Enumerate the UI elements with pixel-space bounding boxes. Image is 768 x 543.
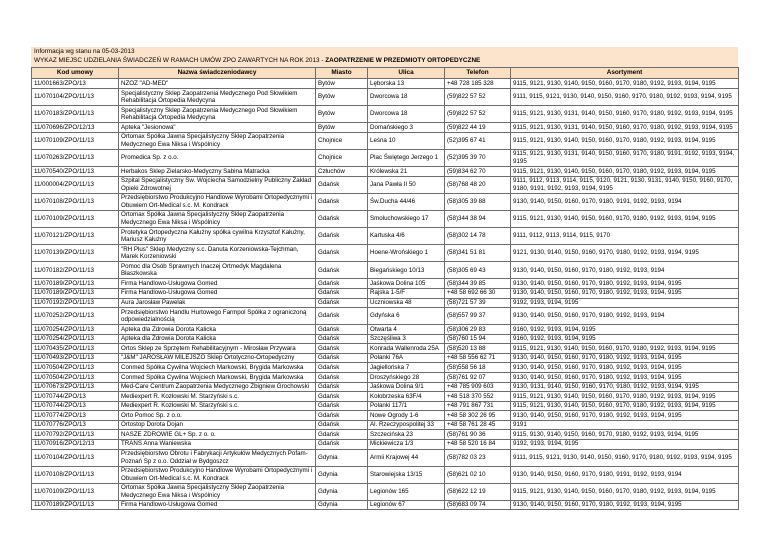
table-header [32, 67, 739, 79]
cell-nazwa-swiadczeniodawcy: Conmed Spółka Cywilna Wojciech Markowski, Brygida Markowska [119, 363, 316, 373]
cell-kod-umowy: 11/070189/ZPO/11/13 [32, 500, 119, 510]
table-row [32, 373, 739, 383]
table-row [32, 132, 739, 149]
cell-nazwa-swiadczeniodawcy: Ortomax Spółka Jawna Specjalistyczny Sklep Zaopatrzenia Medycznego Ewa Niksa i Wspólnicy [119, 132, 316, 149]
cell-kod-umowy: 11/070104/ZPO/11/13 [32, 449, 119, 466]
cell-miasto: Gdańsk [316, 298, 368, 308]
cell-telefon: (58)761 90 36 [445, 430, 511, 440]
cell-miasto: Gdańsk [316, 439, 368, 449]
cell-asortyment: 9115, 9130, 9140, 9150, 9160, 9170, 9180, 9192, 9193, 9194, 9195 [511, 430, 739, 440]
cell-nazwa-swiadczeniodawcy: Ortomax Spółka Jawna Specjalistyczny Sklep Zaopatrzenia Medycznego Ewa Niksa i Wspólnicy [119, 483, 316, 500]
cell-miasto: Gdańsk [316, 210, 368, 227]
cell-nazwa-swiadczeniodawcy: Ortomax Spółka Jawna Specjalistyczny Sklep Zaopatrzenia Medycznego Ewa Niksa i Wspólnicy [119, 210, 316, 227]
cell-nazwa-swiadczeniodawcy: Firma Handlowo-Usługowa Gomed [119, 500, 316, 510]
cell-telefon: +48 785 909 603 [445, 382, 511, 392]
cell-telefon: (58)341 51 81 [445, 245, 511, 262]
cell-nazwa-swiadczeniodawcy: Mediexpert R. Kozłowski M. Starzyński s.c. [119, 392, 316, 402]
table-row [32, 228, 739, 245]
cell-nazwa-swiadczeniodawcy: Przedsiębiorstwo Handlu Hurtowego Farmpol Spółka z ograniczoną odpowiedzialnością [119, 308, 316, 325]
cell-kod-umowy: 11/070504/ZPO/11/13 [32, 373, 119, 383]
cell-telefon: (59)834 62 70 [445, 167, 511, 177]
cell-ulica: Al. Rzeczypospolitej 33 [368, 420, 445, 430]
cell-kod-umowy: 11/070263/ZPO/11/13 [32, 149, 119, 166]
cell-ulica: Gdyńska 6 [368, 308, 445, 325]
cell-telefon: (59)822 57 52 [445, 106, 511, 123]
cell-telefon: (58)622 12 19 [445, 483, 511, 500]
cell-nazwa-swiadczeniodawcy: Specjalistyczny Sklep Zaopatrzenia Medycznego Pod Słowikiem Rehabilitacja Ortopedia Medycyna [119, 106, 316, 123]
cell-asortyment: 9115, 9121, 9130, 9140, 9150, 9160, 9170, 9180, 9192, 9193, 9194, 9195 [511, 79, 739, 89]
cell-miasto: Gdańsk [316, 420, 368, 430]
table-header-row [32, 67, 739, 79]
cell-asortyment: 9160, 9192, 9193, 9194, 9195 [511, 334, 739, 344]
cell-ulica: Domańskiego 3 [368, 123, 445, 133]
cell-telefon: (58)344 39 85 [445, 279, 511, 289]
cell-nazwa-swiadczeniodawcy: Pomoc dla Osób Sprawnych Inaczej Ortmedyk Magdalena Błaszkowska [119, 262, 316, 279]
cell-ulica: Plac Świętego Jerzego 1 [368, 149, 445, 166]
cell-ulica: Szczęśliwa 3 [368, 334, 445, 344]
cell-nazwa-swiadczeniodawcy: Apteka dla Zdrowia Dorota Kalicka [119, 325, 316, 335]
cell-ulica: Hoene-Wrońskiego 1 [368, 245, 445, 262]
table-row [32, 262, 739, 279]
cell-telefon: (58)557 99 37 [445, 308, 511, 325]
cell-asortyment: 9130, 9140, 9150, 9160, 9170, 9180, 9192, 9193, 9194, 9195 [511, 288, 739, 298]
table-row [32, 500, 739, 510]
cell-ulica: Nowe Ogrody 1-6 [368, 411, 445, 421]
cell-kod-umowy: 11/070121/ZPO/11/13 [32, 228, 119, 245]
cell-miasto: Gdynia [316, 449, 368, 466]
cell-kod-umowy: 11/070776/ZPO/13 [32, 420, 119, 430]
spreadsheet-sheet [31, 47, 738, 510]
cell-asortyment: 9111, 9115, 9121, 9130, 9140, 9150, 9160, 9170, 9180, 9192, 9193, 9194, 9195 [511, 89, 739, 106]
cell-kod-umowy: 11/070435/ZPO/11/13 [32, 344, 119, 354]
cell-ulica: Jaśkowa Dolina 9/1 [368, 382, 445, 392]
cell-ulica: Lęborska 13 [368, 79, 445, 89]
cell-miasto: Gdańsk [316, 344, 368, 354]
cell-miasto: Chojnice [316, 132, 368, 149]
cell-kod-umowy: 11/070792/ZPO/11/13 [32, 430, 119, 440]
table-row [32, 325, 739, 335]
cell-kod-umowy: 11/070916/ZPO/12/13 [32, 439, 119, 449]
table-row [32, 288, 739, 298]
cell-asortyment: 9115, 9121, 9130, 9140, 9150, 9160, 9170, 9180, 9192, 9193, 9194, 9195 [511, 167, 739, 177]
cell-ulica: Konrada Wallenroda 25A [368, 344, 445, 354]
cell-asortyment: 9130, 9140, 9150, 9160, 9170, 9180, 9192, 9193, 9194, 9195 [511, 353, 739, 363]
cell-nazwa-swiadczeniodawcy: Promedica Sp. z o.o. [119, 149, 316, 166]
cell-asortyment: 9130, 9140, 9150, 9160, 9170, 9180, 9192, 9193, 9194 [511, 262, 739, 279]
cell-miasto: Gdynia [316, 483, 368, 500]
cell-miasto: Gdańsk [316, 228, 368, 245]
cell-nazwa-swiadczeniodawcy: Firma Handlowo-Usługowa Gomed [119, 279, 316, 289]
info-line: Informacja wg stanu na 05-03-2013 [31, 47, 738, 56]
cell-miasto: Gdańsk [316, 373, 368, 383]
cell-miasto: Chojnice [316, 149, 368, 166]
cell-kod-umowy: 11/070109/ZPO/11/13 [32, 210, 119, 227]
cell-ulica: Dworcowa 18 [368, 89, 445, 106]
cell-telefon: +48 58 761 28 45 [445, 420, 511, 430]
cell-nazwa-swiadczeniodawcy: Apteka dla Zdrowia Dorota Kalicka [119, 334, 316, 344]
cell-kod-umowy: 11/001663/ZPO/13 [32, 79, 119, 89]
column-header-asortyment: Asortyment [511, 67, 739, 79]
cell-nazwa-swiadczeniodawcy: Mediexpert R. Kozłowski M. Starzyński s.c. [119, 401, 316, 411]
cell-asortyment: 9130, 9140, 9150, 9160, 9170, 9180, 9192, 9193, 9194, 9195 [511, 373, 739, 383]
cell-nazwa-swiadczeniodawcy: Specjalistyczny Sklep Zaopatrzenia Medycznego Pod Słowikiem Rehabilitacja Ortopedia Medycyna [119, 89, 316, 106]
cell-telefon: (58)760 15 94 [445, 334, 511, 344]
table-body [32, 79, 739, 510]
column-header-kod-umowy: Kod umowy [32, 67, 119, 79]
cell-telefon: (58)761 92 07 [445, 373, 511, 383]
cell-ulica: Jagiellońska 7 [368, 363, 445, 373]
cell-ulica: Kołobrzeska 63F/4 [368, 392, 445, 402]
column-header-ulica: Ulica [368, 67, 445, 79]
cell-ulica: Biegańskiego 10/13 [368, 262, 445, 279]
cell-asortyment: 9160, 9192, 9193, 9194, 9195 [511, 325, 739, 335]
table-row [32, 79, 739, 89]
cell-telefon: (58)302 14 78 [445, 228, 511, 245]
cell-nazwa-swiadczeniodawcy: Protetyka Ortopedyczna Kałużny spółka cywilna Krzysztof Kałużny, Mariusz Kałużny [119, 228, 316, 245]
cell-telefon: +48 58 302 26 95 [445, 411, 511, 421]
cell-kod-umowy: 11/070696/ZPO/12/13 [32, 123, 119, 133]
cell-kod-umowy: 11/070254/ZPO/11/13 [32, 334, 119, 344]
cell-asortyment: 9115, 9121, 9130, 9140, 9150, 9160, 9170, 9180, 9192, 9193, 9194, 9195 [511, 210, 739, 227]
cell-nazwa-swiadczeniodawcy: Firma Handlowo-Usługowa Gomed [119, 288, 316, 298]
cell-miasto: Gdańsk [316, 262, 368, 279]
cell-kod-umowy: 11/070744/ZPO/13 [32, 401, 119, 411]
cell-asortyment: 9111, 9112, 9113, 9114, 9115, 9120, 9121, 9130, 9131, 9140, 9150, 9160, 9170, 9180, 9191, 9192, 9193, 9194, 9195 [511, 176, 739, 193]
table-row [32, 210, 739, 227]
cell-ulica: Szczecińska 23 [368, 430, 445, 440]
cell-kod-umowy: 11/070182/ZPO/11/13 [32, 262, 119, 279]
cell-miasto: Gdynia [316, 500, 368, 510]
cell-telefon: (58)768 48 20 [445, 176, 511, 193]
cell-nazwa-swiadczeniodawcy: Orto Pomoc Sp. z o.o. [119, 411, 316, 421]
cell-nazwa-swiadczeniodawcy: Aura Jarosław Pawelak [119, 298, 316, 308]
cell-ulica: Mickiewicza 1/3 [368, 439, 445, 449]
cell-miasto: Gdynia [316, 466, 368, 483]
cell-kod-umowy: 11/070189/ZPO/11/13 [32, 279, 119, 289]
table-row [32, 245, 739, 262]
cell-kod-umowy: 11/070108/ZPO/11/13 [32, 193, 119, 210]
table-row [32, 89, 739, 106]
cell-asortyment: 9130, 9131, 9140, 9150, 9160, 9170, 9180, 9192, 9193, 9194, 9195 [511, 382, 739, 392]
cell-telefon: +48 728 185 328 [445, 79, 511, 89]
table-row [32, 308, 739, 325]
cell-telefon: (59)822 57 52 [445, 89, 511, 106]
cell-kod-umowy: 11/070252/ZPO/11/13 [32, 308, 119, 325]
cell-asortyment: 9115, 9121, 9130, 9131, 9140, 9150, 9160, 9170, 9180, 9192, 9193, 9194, 9195 [511, 123, 739, 133]
table-row [32, 430, 739, 440]
cell-miasto: Gdańsk [316, 176, 368, 193]
table-row [32, 149, 739, 166]
cell-miasto: Gdańsk [316, 288, 368, 298]
cell-ulica: Leśna 10 [368, 132, 445, 149]
cell-kod-umowy: 11/070189/ZPO/11/13 [32, 288, 119, 298]
table-row [32, 334, 739, 344]
cell-asortyment: 9192, 9193, 9194, 9195 [511, 298, 739, 308]
cell-telefon: (58)344 38 94 [445, 210, 511, 227]
cell-miasto: Gdańsk [316, 382, 368, 392]
table-row [32, 392, 739, 402]
document-title [31, 56, 738, 66]
table-row [32, 353, 739, 363]
cell-telefon: (58)305 69 43 [445, 262, 511, 279]
cell-ulica: Królewska 21 [368, 167, 445, 177]
cell-nazwa-swiadczeniodawcy: Ortos Sklep ze Sprzętem Rehabilitacyjnym - Mirosław Przywara [119, 344, 316, 354]
cell-nazwa-swiadczeniodawcy: Przedsiębiorstwo Produkcyjno Handlowe Wyrobami Ortopedycznymi i Obuwiem Ort-Medical s.c. M. Kondrack [119, 193, 316, 210]
table-row [32, 279, 739, 289]
cell-kod-umowy: 11/070744/ZPO/13 [32, 392, 119, 402]
cell-nazwa-swiadczeniodawcy: TRANS Anna Waniewska [119, 439, 316, 449]
cell-kod-umowy: 11/070139/ZPO/11/13 [32, 245, 119, 262]
cell-telefon: (58)782 03 23 [445, 449, 511, 466]
cell-ulica: Dworcowa 18 [368, 106, 445, 123]
cell-telefon: +48 58 556 62 71 [445, 353, 511, 363]
cell-kod-umowy: 11/070109/ZPO/11/13 [32, 483, 119, 500]
cell-miasto: Człuchów [316, 167, 368, 177]
cell-ulica: Kartuska 4/6 [368, 228, 445, 245]
cell-nazwa-swiadczeniodawcy: Przedsiębiorstwo Produkcyjno Handlowe Wyrobami Ortopedycznymi i Obuwiem Ort-Medical s.c. M. Kondrack [119, 466, 316, 483]
table-row [32, 298, 739, 308]
services-table [31, 67, 739, 511]
table-row [32, 420, 739, 430]
cell-kod-umowy: 11/070673/ZPO/11/13 [32, 382, 119, 392]
cell-ulica: Św.Ducha 44/46 [368, 193, 445, 210]
cell-asortyment: 9111, 9112, 9113, 9114, 9115, 9170 [511, 228, 739, 245]
cell-ulica: Armii Krajowej 44 [368, 449, 445, 466]
cell-ulica: Polanki 76A [368, 353, 445, 363]
cell-kod-umowy: 11/000004/ZPO/11/13 [32, 176, 119, 193]
table-row [32, 401, 739, 411]
cell-miasto: Bytów [316, 123, 368, 133]
table-row [32, 466, 739, 483]
cell-kod-umowy: 11/070540/ZPO/11/13 [32, 167, 119, 177]
cell-telefon: +48 58 520 16 84 [445, 439, 511, 449]
table-row [32, 483, 739, 500]
cell-asortyment: 9115, 9121, 9130, 9131, 9140, 9150, 9160, 9170, 9180, 9191, 9192, 9193, 9194, 9195 [511, 149, 739, 166]
cell-miasto: Gdańsk [316, 430, 368, 440]
cell-asortyment: 9130, 9140, 9150, 9160, 9170, 9180, 9191, 9192, 9193, 9194 [511, 193, 739, 210]
cell-ulica: Legionów 165 [368, 483, 445, 500]
cell-miasto: Gdańsk [316, 363, 368, 373]
table-row [32, 123, 739, 133]
cell-nazwa-swiadczeniodawcy: Herbakos Sklep Zielarsko-Medyczny Sabina Matracka [119, 167, 316, 177]
cell-kod-umowy: 11/070104/ZPO/11/13 [32, 89, 119, 106]
cell-telefon: (59)822 44 19 [445, 123, 511, 133]
cell-miasto: Bytów [316, 89, 368, 106]
table-row [32, 411, 739, 421]
cell-telefon: +48 791 867 731 [445, 401, 511, 411]
cell-nazwa-swiadczeniodawcy: Med-Care Centrum Zaopatrzenia Medycznego Zbigniew Grochowski [119, 382, 316, 392]
cell-asortyment: 9130, 9140, 9150, 9160, 9170, 9180, 9191, 9192, 9193, 9194 [511, 466, 739, 483]
cell-miasto: Gdańsk [316, 401, 368, 411]
cell-miasto: Gdańsk [316, 334, 368, 344]
table-row [32, 176, 739, 193]
cell-nazwa-swiadczeniodawcy: Ortostop Dorota Dojan [119, 420, 316, 430]
cell-kod-umowy: 11/070504/ZPO/11/13 [32, 363, 119, 373]
table-row [32, 382, 739, 392]
cell-asortyment: 9130, 9140, 9150, 9160, 9170, 9180, 9192, 9193, 9194, 9195 [511, 411, 739, 421]
cell-kod-umowy: 11/070108/ZPO/11/13 [32, 466, 119, 483]
table-row [32, 106, 739, 123]
cell-ulica: Jaśkowa Dolina 105 [368, 279, 445, 289]
cell-ulica: Otwarta 4 [368, 325, 445, 335]
table-row [32, 344, 739, 354]
cell-telefon: (58)558 56 18 [445, 363, 511, 373]
cell-ulica: Smoluchowskiego 17 [368, 210, 445, 227]
cell-miasto: Gdańsk [316, 245, 368, 262]
cell-asortyment: 9115, 9121, 9130, 9140, 9150, 9160, 9170, 9180, 9192, 9193, 9194, 9195 [511, 392, 739, 402]
title-emphasis: ZAOPATRZENIE W PRZEDMIOTY ORTOPEDYCZNE [325, 57, 481, 65]
cell-ulica: Legionów 67 [368, 500, 445, 510]
cell-telefon: (58)683 09 74 [445, 500, 511, 510]
cell-telefon: (58)721 57 39 [445, 298, 511, 308]
cell-asortyment: 9121, 9130, 9140, 9150, 9160, 9170, 9180, 9192, 9193, 9194, 9195 [511, 245, 739, 262]
table-row [32, 193, 739, 210]
cell-telefon: (52)395 67 41 [445, 132, 511, 149]
table-row [32, 167, 739, 177]
cell-telefon: (58)520 13 88 [445, 344, 511, 354]
cell-miasto: Bytów [316, 106, 368, 123]
cell-miasto: Gdańsk [316, 279, 368, 289]
cell-telefon: (58)306 29 83 [445, 325, 511, 335]
cell-ulica: Polanki 117/1 [368, 401, 445, 411]
cell-asortyment: 9130, 9140, 9150, 9160, 9170, 9180, 9192, 9193, 9194, 9195 [511, 279, 739, 289]
cell-miasto: Gdańsk [316, 325, 368, 335]
cell-ulica: Droszyńskiego 28 [368, 373, 445, 383]
cell-asortyment: 9115, 9121, 9130, 9140, 9150, 9160, 9170, 9180, 9192, 9193, 9194, 9195 [511, 344, 739, 354]
cell-nazwa-swiadczeniodawcy: NZOZ "AD-MED" [119, 79, 316, 89]
cell-nazwa-swiadczeniodawcy: Conmed Spółka Cywilna Wojciech Markowski, Brygida Markowska [119, 373, 316, 383]
table-row [32, 449, 739, 466]
cell-ulica: Uczniowska 48 [368, 298, 445, 308]
title-prefix: WYKAZ MIEJSC UDZIELANIA ŚWIADCZEŃ W RAMACH UMÓW ZPO ZAWARTYCH NA ROK 2013 - [34, 57, 326, 65]
cell-telefon: (58)305 39 88 [445, 193, 511, 210]
cell-miasto: Gdańsk [316, 308, 368, 325]
cell-telefon: (52)395 39 70 [445, 149, 511, 166]
column-header-telefon: Telefon [445, 67, 511, 79]
cell-miasto: Gdańsk [316, 392, 368, 402]
cell-ulica: Starowiejska 13/15 [368, 466, 445, 483]
cell-telefon: +48 58 692 66 30 [445, 288, 511, 298]
column-header-miasto: Miasto [316, 67, 368, 79]
cell-asortyment: 9115, 9121, 9130, 9140, 9150, 9160, 9170, 9180, 9192, 9193, 9194, 9195 [511, 401, 739, 411]
cell-kod-umowy: 11/070192/ZPO/11/13 [32, 298, 119, 308]
cell-asortyment: 9130, 9140, 9150, 9160, 9170, 9180, 9192, 9193, 9194, 9195 [511, 500, 739, 510]
column-header-nazwa-swiadczeniodawcy: Nazwa świadczeniodawcy [119, 67, 316, 79]
cell-asortyment: 9191 [511, 420, 739, 430]
cell-telefon: +48 518 370 552 [445, 392, 511, 402]
cell-telefon: (58)621 02 10 [445, 466, 511, 483]
table-row [32, 363, 739, 373]
cell-asortyment: 9192, 9193, 9194, 9195 [511, 439, 739, 449]
cell-nazwa-swiadczeniodawcy: Szpital Specjalistyczny Św. Wojciecha Samodzielny Publiczny Zakład Opieki Zdrowotnej [119, 176, 316, 193]
cell-kod-umowy: 11/070493/ZPO/11/13 [32, 353, 119, 363]
cell-asortyment: 9115, 9121, 9130, 9131, 9140, 9150, 9160, 9170, 9180, 9192, 9193, 9194, 9195 [511, 106, 739, 123]
cell-kod-umowy: 11/070183/ZPO/11/13 [32, 106, 119, 123]
cell-asortyment: 9130, 9140, 9150, 9160, 9170, 9180, 9192, 9193, 9194, 9195 [511, 363, 739, 373]
cell-nazwa-swiadczeniodawcy: Apteka "Jesionowa" [119, 123, 316, 133]
cell-asortyment: 9111, 9115, 9121, 9130, 9140, 9150, 9160, 9170, 9180, 9192, 9193, 9194, 9195 [511, 449, 739, 466]
cell-ulica: Rajska 1-5/F [368, 288, 445, 298]
cell-asortyment: 9115, 9121, 9130, 9140, 9150, 9160, 9170, 9180, 9192, 9193, 9194, 9195 [511, 132, 739, 149]
cell-nazwa-swiadczeniodawcy: "RH Plus" Sklep Medyczny s.c. Danuta Korzeniowska-Tejchman, Marek Korzeniowski [119, 245, 316, 262]
cell-kod-umowy: 11/070774/ZPO/13 [32, 411, 119, 421]
cell-nazwa-swiadczeniodawcy: "J&M" JAROSŁAW MILEJSZO Sklep Ortotyczno-Ortopedyczny [119, 353, 316, 363]
cell-miasto: Gdańsk [316, 353, 368, 363]
cell-nazwa-swiadczeniodawcy: Przedsiębiorstwo Obrotu i Fabrykacji Artykułów Medycznych Pofam-Poznań Sp z o.o. Oddział w Bydgoszcz [119, 449, 316, 466]
cell-miasto: Gdańsk [316, 411, 368, 421]
cell-asortyment: 9130, 9140, 9150, 9160, 9170, 9180, 9192, 9193, 9194 [511, 308, 739, 325]
cell-kod-umowy: 11/070109/ZPO/11/13 [32, 132, 119, 149]
cell-asortyment: 9115, 9121, 9130, 9140, 9150, 9160, 9170, 9180, 9192, 9193, 9194, 9195 [511, 483, 739, 500]
cell-kod-umowy: 11/070254/ZPO/11/13 [32, 325, 119, 335]
cell-miasto: Bytów [316, 79, 368, 89]
cell-miasto: Gdańsk [316, 193, 368, 210]
cell-ulica: Jana Pawła II 50 [368, 176, 445, 193]
table-row [32, 439, 739, 449]
cell-nazwa-swiadczeniodawcy: NASZE ZDROWIE GL+ Sp. z o. o. [119, 430, 316, 440]
